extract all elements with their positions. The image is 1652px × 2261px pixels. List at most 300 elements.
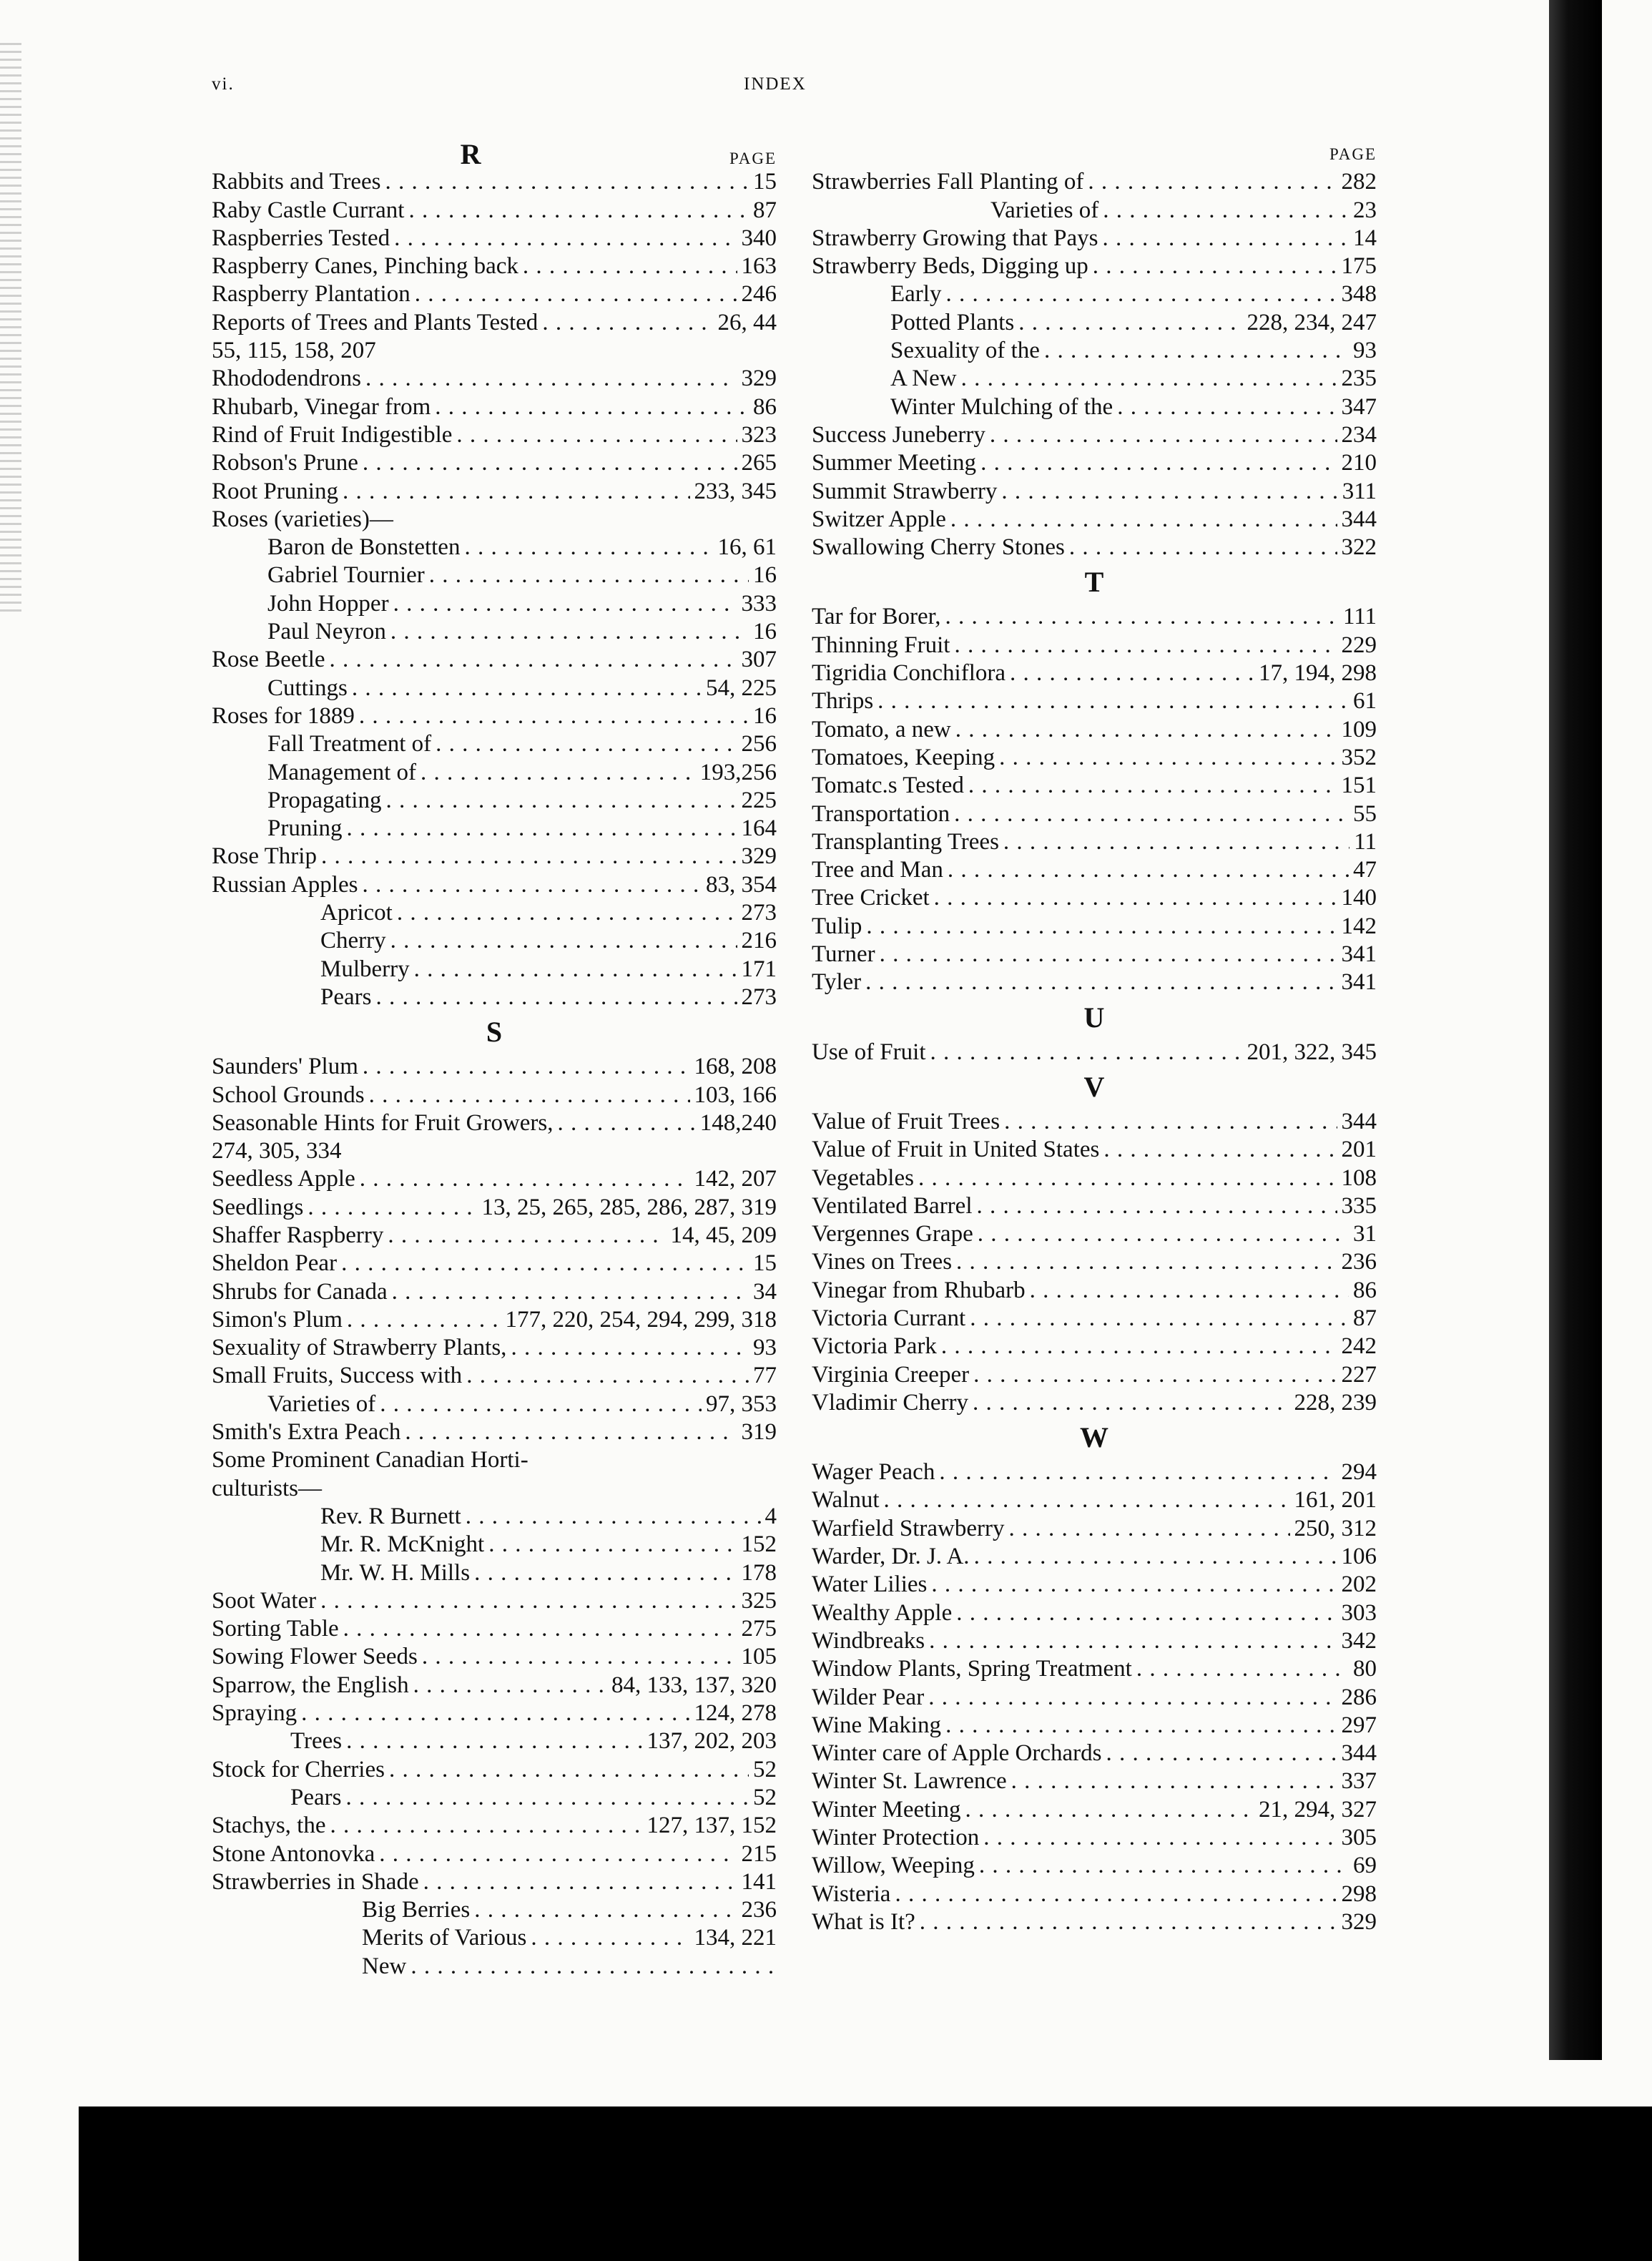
entry-page: 234 — [1341, 421, 1377, 448]
leader-dots — [928, 1684, 1337, 1712]
entry-text: Wealthy Apple — [812, 1599, 953, 1626]
entry-text: Wisteria — [812, 1880, 891, 1907]
leader-dots — [1103, 1136, 1337, 1164]
entry-text: Raby Castle Currant — [212, 197, 405, 223]
entry-page: 347 — [1341, 393, 1377, 420]
index-entry — [812, 421, 1377, 449]
entry-page: 152 — [741, 1531, 777, 1558]
index-entry — [212, 1531, 777, 1559]
leader-dots — [1003, 828, 1349, 856]
index-entry — [812, 393, 1377, 421]
index-entry — [812, 1796, 1377, 1824]
leader-dots — [865, 968, 1337, 996]
index-entry — [212, 787, 777, 815]
index-entry — [212, 646, 777, 674]
leader-dots — [956, 1599, 1337, 1627]
leader-dots — [1018, 309, 1242, 337]
leader-dots — [385, 168, 749, 196]
entry-page: 171 — [741, 956, 777, 982]
entry-text: Russian Apples — [212, 871, 358, 898]
index-entry — [212, 1784, 777, 1812]
leader-dots — [474, 1896, 737, 1924]
leader-dots — [379, 1840, 737, 1868]
leader-dots — [978, 1220, 1349, 1248]
entry-page: 236 — [1341, 1249, 1377, 1275]
leader-dots — [360, 1165, 690, 1193]
entry-page: 344 — [1341, 1108, 1377, 1134]
entry-text: Vergennes Grape — [812, 1221, 973, 1247]
index-entry — [812, 168, 1377, 196]
leader-dots — [880, 941, 1337, 968]
entry-page: 322 — [1341, 534, 1377, 561]
entry-text: Winter Protection — [812, 1825, 980, 1851]
entry-page: 151 — [1341, 773, 1377, 799]
entry-page: 105 — [741, 1644, 777, 1670]
index-entry — [212, 1727, 777, 1755]
index-entry — [212, 702, 777, 730]
entry-text: Cherry — [320, 928, 386, 954]
entry-page: 236 — [741, 1897, 777, 1923]
leader-dots — [558, 1109, 696, 1137]
leader-dots — [531, 1924, 689, 1952]
leader-dots — [408, 197, 749, 225]
index-entry — [812, 1908, 1377, 1936]
leader-dots — [523, 252, 737, 280]
entry-text: Seasonable Hints for Fruit Growers, — [212, 1109, 554, 1136]
running-title: INDEX — [744, 74, 807, 94]
entry-text: Some Prominent Canadian Horti- — [212, 1447, 528, 1473]
entry-text: Saunders' Plum — [212, 1054, 358, 1080]
index-entry — [812, 534, 1377, 561]
entry-text: Root Pruning — [212, 478, 338, 504]
leader-dots — [1093, 252, 1337, 280]
index-entry — [812, 772, 1377, 800]
entry-text: Seedless Apple — [212, 1166, 355, 1192]
entry-page: 13, 25, 265, 285, 286, 287, 319 — [481, 1194, 777, 1220]
leader-dots — [939, 1458, 1337, 1486]
entry-page: 16 — [753, 702, 777, 729]
entry-text: Pears — [320, 984, 372, 1010]
entry-text: Raspberry Canes, Pinching back — [212, 253, 518, 280]
entry-text: Merits of Various — [362, 1925, 527, 1951]
index-entry — [812, 1599, 1377, 1627]
index-entry — [812, 603, 1377, 631]
entry-text: Transplanting Trees — [812, 828, 999, 855]
leader-dots — [429, 561, 749, 589]
page-label: PAGE — [1329, 145, 1377, 163]
entry-page: 282 — [1341, 169, 1377, 195]
index-entry — [812, 280, 1377, 308]
entry-text: Vladimir Cherry — [812, 1389, 969, 1416]
leader-dots — [884, 1486, 1290, 1514]
index-entry — [812, 252, 1377, 280]
index-entry-continuation — [212, 1446, 777, 1474]
leader-dots — [941, 1333, 1337, 1360]
entry-page: 216 — [741, 928, 777, 954]
entry-text: Sheldon Pear — [212, 1250, 338, 1277]
entry-page: 93 — [1353, 338, 1377, 364]
leader-dots — [423, 1868, 737, 1896]
index-entry — [212, 1362, 777, 1390]
entry-page: 161, 201 — [1294, 1487, 1377, 1514]
index-entry — [812, 1824, 1377, 1852]
entry-page: 86 — [753, 393, 777, 420]
entry-text: Summit Strawberry — [812, 478, 998, 504]
leader-dots — [1011, 1767, 1337, 1795]
index-entry — [812, 1192, 1377, 1220]
entry-page: 303 — [1341, 1599, 1377, 1626]
index-entry — [212, 590, 777, 618]
entry-page: 140 — [1341, 885, 1377, 911]
leader-dots — [973, 1361, 1337, 1389]
entry-page: 329 — [741, 366, 777, 392]
entry-page: 61 — [1353, 688, 1377, 715]
index-entry — [812, 1880, 1377, 1908]
entry-page: 340 — [741, 225, 777, 251]
index-entry — [212, 561, 777, 589]
entry-text: Rev. R Burnett — [320, 1503, 461, 1529]
entry-text: Water Lilies — [812, 1571, 928, 1598]
leader-dots — [1044, 337, 1349, 365]
entry-text: A New — [890, 366, 957, 392]
entry-page: 242 — [1341, 1333, 1377, 1360]
entry-page: 103, 166 — [694, 1082, 777, 1108]
leader-dots — [365, 365, 737, 393]
entry-page: 337 — [1341, 1768, 1377, 1795]
entry-page: 228, 234, 247 — [1247, 309, 1377, 335]
index-entry — [212, 1418, 777, 1446]
leader-dots — [343, 478, 690, 506]
entry-text: Simon's Plum — [212, 1306, 343, 1333]
entry-page: 210 — [1341, 450, 1377, 476]
entry-page: 233, 345 — [694, 478, 777, 504]
index-entry — [812, 478, 1377, 506]
leader-dots — [950, 506, 1337, 534]
leader-dots — [347, 1306, 501, 1334]
index-entry — [212, 899, 777, 927]
index-entry — [212, 1306, 777, 1334]
leader-dots — [930, 1039, 1243, 1066]
index-entry — [812, 941, 1377, 968]
entry-page: 54, 225 — [706, 675, 777, 701]
entry-text: Sowing Flower Seeds — [212, 1644, 418, 1670]
entry-text: Strawberries in Shade — [212, 1868, 419, 1895]
entry-text: Rhododendrons — [212, 366, 361, 392]
entry-page: 26, 44 — [717, 309, 777, 335]
entry-text: Mr. R. McKnight — [320, 1531, 485, 1558]
index-entry — [212, 956, 777, 984]
entry-page: 87 — [1353, 1305, 1377, 1331]
entry-page: 319 — [741, 1419, 777, 1446]
index-entry — [812, 884, 1377, 912]
entry-page: 341 — [1341, 969, 1377, 996]
entry-page: 11 — [1354, 828, 1377, 855]
leader-dots — [397, 899, 737, 927]
entry-page: 307 — [741, 647, 777, 673]
leader-dots — [369, 1082, 690, 1109]
leader-dots — [1117, 393, 1337, 421]
index-column-right — [812, 140, 1377, 1936]
index-entry — [212, 984, 777, 1011]
leader-dots — [973, 1389, 1289, 1417]
entry-text: Seedlings — [212, 1194, 304, 1220]
leader-dots — [1004, 1108, 1337, 1136]
entry-page: 84, 133, 137, 320 — [611, 1672, 777, 1698]
entry-text: Walnut — [812, 1487, 880, 1514]
index-entry — [212, 1391, 777, 1418]
entry-text: Vegetables — [812, 1164, 914, 1191]
entry-page: 344 — [1341, 1740, 1377, 1767]
entry-text: Roses (varieties)— — [212, 506, 393, 532]
leader-dots — [421, 759, 696, 787]
entry-page: 148,240 — [699, 1109, 777, 1136]
entry-text: Baron de Bonstetten — [267, 534, 461, 561]
index-entry — [812, 1389, 1377, 1417]
entry-page: 108 — [1341, 1164, 1377, 1191]
entry-page: 294 — [1341, 1459, 1377, 1486]
entry-page: 193,256 — [699, 759, 777, 785]
leader-dots — [945, 280, 1337, 308]
entry-page: 202 — [1341, 1571, 1377, 1598]
leader-dots — [1001, 478, 1337, 506]
section-letter: W — [1080, 1421, 1108, 1454]
entry-text: Rhubarb, Vinegar from — [212, 393, 431, 420]
entry-text: Success Juneberry — [812, 421, 985, 448]
entry-page: 201, 322, 345 — [1247, 1039, 1377, 1065]
leader-dots — [542, 309, 713, 337]
index-entry — [212, 730, 777, 758]
entry-page: 141 — [741, 1868, 777, 1895]
entry-page: 111 — [1342, 604, 1377, 630]
entry-text: Propagating — [267, 787, 382, 813]
index-entry — [812, 1852, 1377, 1880]
leader-dots — [931, 1571, 1337, 1599]
index-entry — [812, 1164, 1377, 1192]
entry-page: 69 — [1353, 1853, 1377, 1879]
leader-dots — [466, 1503, 761, 1531]
entry-page: 250, 312 — [1294, 1515, 1377, 1541]
leader-dots — [359, 702, 749, 730]
entry-page: 47 — [1353, 857, 1377, 883]
entry-page: 87 — [753, 197, 777, 223]
index-entry — [212, 1165, 777, 1193]
entry-page: 275 — [741, 1616, 777, 1642]
entry-text: 274, 305, 334 — [212, 1138, 342, 1164]
entry-text: Shrubs for Canada — [212, 1278, 388, 1305]
entry-text: Strawberry Beds, Digging up — [812, 253, 1088, 280]
index-entry-continuation — [212, 1137, 777, 1165]
entry-page: 106 — [1341, 1544, 1377, 1570]
index-entry — [812, 225, 1377, 252]
index-entry — [212, 309, 777, 337]
entry-text: Summer Meeting — [812, 450, 977, 476]
entry-page: 23 — [1353, 197, 1377, 223]
leader-dots — [341, 1250, 749, 1277]
entry-text: Shaffer Raspberry — [212, 1222, 384, 1248]
index-entry — [212, 1840, 777, 1868]
entry-text: Spraying — [212, 1700, 298, 1727]
entry-page: 344 — [1341, 506, 1377, 532]
entry-text: Sexuality of Strawberry Plants, — [212, 1335, 507, 1361]
index-entry — [812, 1333, 1377, 1360]
entry-page: 14, 45, 209 — [670, 1222, 777, 1248]
entry-page: 228, 239 — [1294, 1389, 1377, 1416]
entry-page: 134, 221 — [694, 1925, 777, 1951]
leader-dots — [956, 1248, 1337, 1276]
entry-page: 298 — [1341, 1880, 1377, 1907]
index-entry — [812, 828, 1377, 856]
entry-page: 16 — [753, 619, 777, 645]
leader-dots — [346, 1727, 642, 1755]
entry-text: 55, 115, 158, 207 — [212, 338, 376, 364]
entry-text: School Grounds — [212, 1082, 365, 1108]
leader-dots — [390, 927, 737, 955]
index-entry — [812, 1039, 1377, 1066]
entry-text: Vines on Trees — [812, 1249, 953, 1275]
entry-page: 325 — [741, 1587, 777, 1614]
index-entry — [212, 393, 777, 421]
leader-dots — [961, 365, 1337, 393]
entry-text: Gabriel Tournier — [267, 562, 425, 589]
section-letter: V — [1083, 1070, 1105, 1103]
index-entry — [212, 1756, 777, 1784]
leader-dots — [330, 646, 737, 674]
index-entry — [212, 1109, 777, 1137]
entry-text: Tyler — [812, 969, 862, 996]
leader-dots — [1030, 1277, 1349, 1305]
leader-dots — [979, 1852, 1349, 1880]
entry-page: 227 — [1341, 1361, 1377, 1388]
entry-page: 323 — [741, 421, 777, 448]
leader-dots — [389, 1756, 749, 1784]
index-entry — [212, 1896, 777, 1924]
index-entry — [812, 913, 1377, 941]
index-entry — [812, 1305, 1377, 1333]
index-entry — [212, 1812, 777, 1840]
entry-page: 215 — [741, 1840, 777, 1867]
entry-text: Big Berries — [362, 1897, 471, 1923]
entry-text: Tigridia Conchiflora — [812, 660, 1006, 687]
entry-page: 15 — [753, 169, 777, 195]
leader-dots — [330, 1812, 642, 1840]
leader-dots — [945, 1712, 1337, 1740]
entry-text: Vinegar from Rhubarb — [812, 1277, 1026, 1303]
entry-page: 137, 202, 203 — [646, 1728, 777, 1755]
leader-dots — [362, 871, 702, 899]
entry-text: Sexuality of the — [890, 338, 1040, 364]
index-entry — [212, 1868, 777, 1896]
entry-text: Value of Fruit Trees — [812, 1108, 1000, 1134]
entry-page: 97, 353 — [706, 1391, 777, 1417]
index-entry — [812, 1277, 1377, 1305]
leader-dots — [999, 744, 1337, 772]
entry-text: Soot Water — [212, 1587, 317, 1614]
entry-page: 246 — [741, 281, 777, 308]
index-entry — [812, 1220, 1377, 1248]
index-entry — [212, 1924, 777, 1952]
entry-text: Varieties of — [267, 1391, 376, 1417]
entry-text: Victoria Park — [812, 1333, 937, 1360]
entry-page: 177, 220, 254, 294, 299, 318 — [505, 1306, 777, 1333]
entry-page: 329 — [741, 843, 777, 870]
index-entry — [212, 1503, 777, 1531]
entry-text: Winter care of Apple Orchards — [812, 1740, 1102, 1767]
entry-text: Thinning Fruit — [812, 632, 950, 658]
entry-page: 15 — [753, 1250, 777, 1277]
index-entry — [212, 1672, 777, 1700]
entry-page: 286 — [1341, 1684, 1377, 1710]
index-entry — [212, 927, 777, 955]
index-entry — [812, 968, 1377, 996]
entry-page: 225 — [741, 787, 777, 813]
entry-page: 93 — [753, 1335, 777, 1361]
leader-dots — [929, 1627, 1337, 1655]
leader-dots — [920, 1908, 1337, 1936]
entry-text: Willow, Weeping — [812, 1853, 975, 1879]
entry-text: What is It? — [812, 1908, 915, 1935]
leader-dots — [375, 984, 737, 1011]
leader-dots — [977, 1192, 1337, 1220]
entry-page: 16 — [753, 562, 777, 589]
entry-page: 235 — [1341, 366, 1377, 392]
index-entry — [212, 534, 777, 561]
entry-page: 175 — [1341, 253, 1377, 280]
leader-dots — [464, 534, 713, 561]
entry-text: Management of — [267, 759, 417, 785]
leader-dots — [488, 1531, 737, 1559]
entry-page: 142 — [1341, 913, 1377, 939]
index-entry — [812, 1655, 1377, 1683]
leader-dots — [363, 1053, 690, 1081]
entry-page: 168, 208 — [694, 1054, 777, 1080]
leader-dots — [970, 1305, 1349, 1333]
leader-dots — [422, 1643, 737, 1671]
entry-text: Trees — [290, 1728, 343, 1755]
index-entry — [212, 1334, 777, 1362]
index-entry — [212, 1615, 777, 1643]
entry-page: 16, 61 — [717, 534, 777, 561]
leader-dots — [320, 1587, 737, 1615]
index-entry — [212, 449, 777, 477]
entry-page: 333 — [741, 590, 777, 617]
entry-text: Strawberries Fall Planting of — [812, 169, 1084, 195]
entry-text: Robson's Prune — [212, 450, 358, 476]
leader-dots — [934, 884, 1337, 912]
entry-page: 178 — [741, 1559, 777, 1586]
entry-page: 83, 354 — [706, 871, 777, 898]
index-entry — [812, 659, 1377, 687]
entry-text: Pruning — [267, 815, 343, 842]
leader-dots — [945, 603, 1339, 631]
entry-page: 14 — [1353, 225, 1377, 251]
page-number: vi. — [212, 74, 235, 94]
leader-dots — [1069, 534, 1337, 561]
entry-page: 163 — [741, 253, 777, 280]
entry-text: Wilder Pear — [812, 1684, 925, 1710]
index-entry — [212, 1559, 777, 1587]
entry-text: Mr. W. H. Mills — [320, 1559, 471, 1586]
leader-dots — [392, 1278, 749, 1306]
entry-text: Switzer Apple — [812, 506, 946, 532]
entry-text: Winter Meeting — [812, 1796, 961, 1823]
entry-text: New — [362, 1953, 407, 1979]
index-entry — [212, 759, 777, 787]
entry-text: Pears — [290, 1784, 342, 1810]
entry-page: 21, 294, 327 — [1259, 1796, 1377, 1823]
index-entry — [812, 1361, 1377, 1389]
leader-dots — [955, 716, 1337, 744]
entry-text: Sparrow, the English — [212, 1672, 409, 1698]
